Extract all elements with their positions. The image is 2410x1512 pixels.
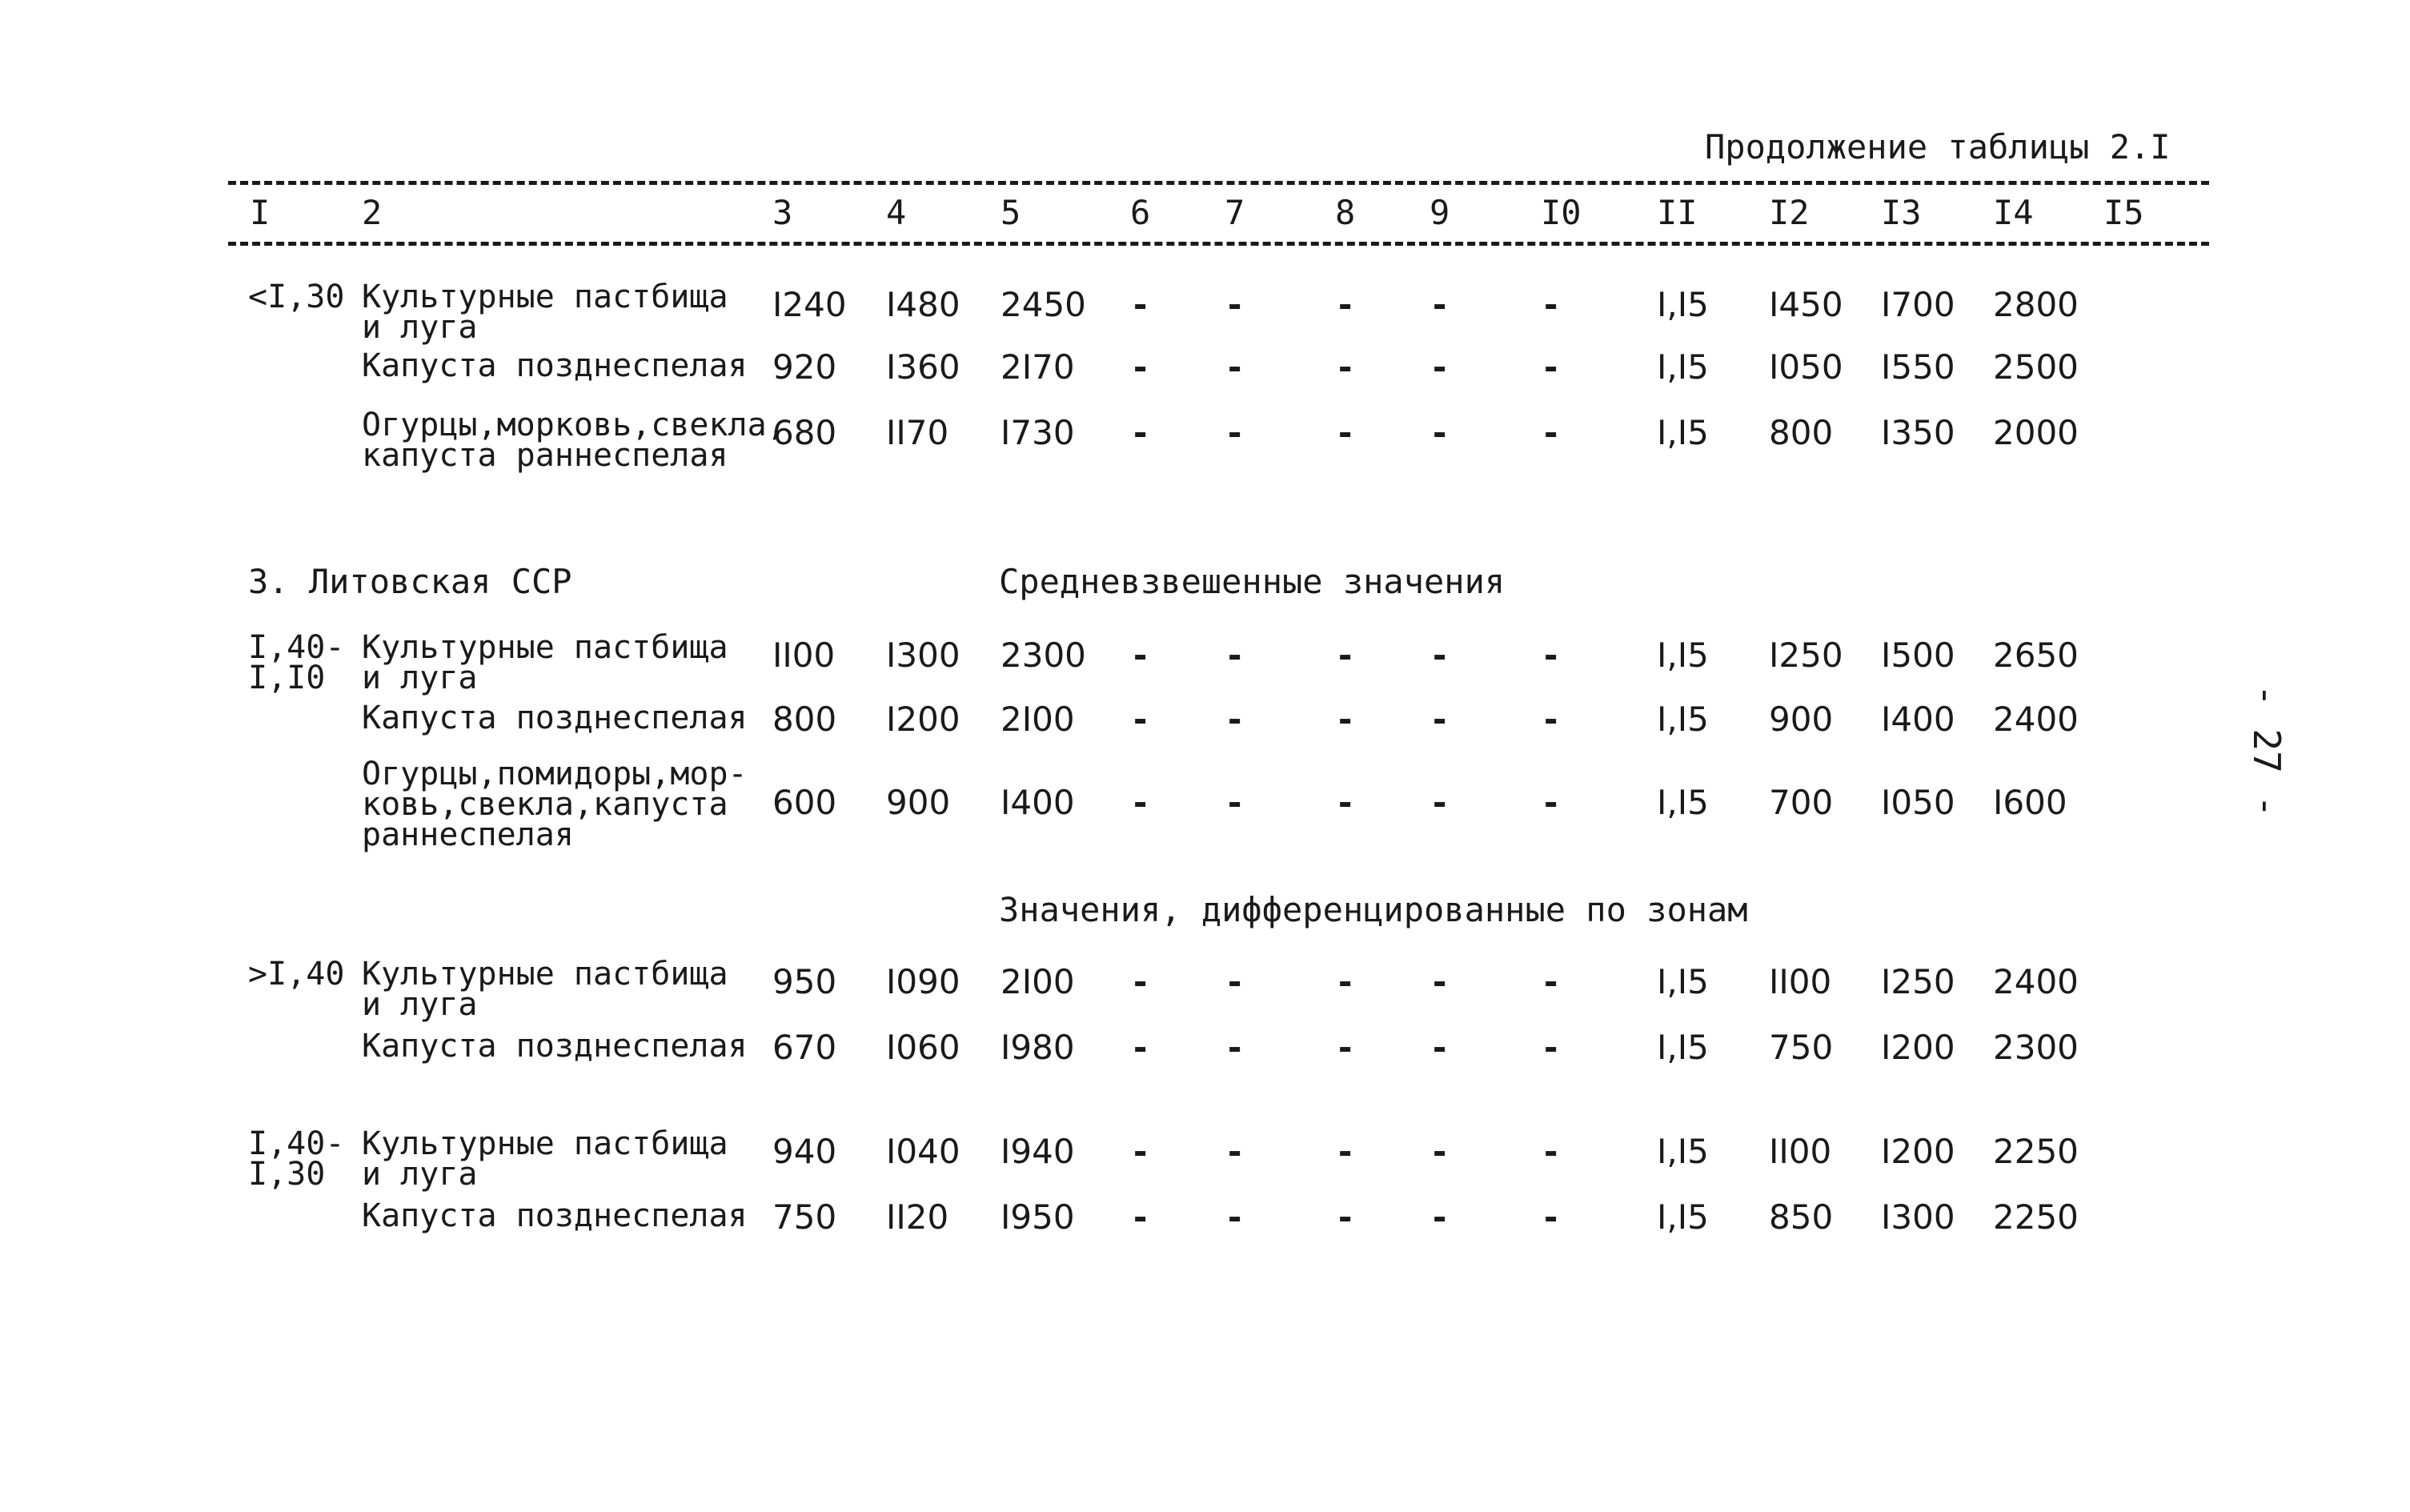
cell-value-col5: 2I70 [1000, 347, 1075, 387]
cell-value-col3: 950 [772, 962, 837, 1001]
column-header-15: I5 [2103, 193, 2144, 232]
cell-dash: - [1335, 413, 1356, 452]
cell-value-col4: I040 [886, 1132, 960, 1171]
cell-value-col5: 2I00 [1000, 700, 1075, 739]
cell-value-col11: I,I5 [1657, 413, 1709, 452]
cell-value-col14: 2250 [1993, 1197, 2079, 1237]
cell-value-col13: I250 [1881, 962, 1955, 1001]
cell-crop-name: Капуста позднеспелая [362, 1028, 748, 1065]
cell-dash: - [1130, 1197, 1151, 1237]
cell-dash: - [1225, 783, 1245, 822]
cell-value-col5: 2I00 [1000, 962, 1075, 1001]
cell-value-col11: I,I5 [1657, 783, 1709, 822]
cell-value-col3: 920 [772, 347, 837, 387]
cell-value-col4: I360 [886, 347, 960, 387]
cell-value-col13: I200 [1881, 1132, 1955, 1171]
table-caption: Продолжение таблицы 2.I [1705, 127, 2171, 166]
cell-dash: - [1225, 413, 1245, 452]
cell-value-col13: I300 [1881, 1197, 1955, 1237]
cell-value-col3: 940 [772, 1132, 837, 1171]
cell-coefficient: I,40- I,30 [248, 1125, 345, 1193]
cell-value-col14: 2650 [1993, 636, 2079, 675]
cell-dash: - [1225, 285, 1245, 324]
cell-dash: - [1225, 1197, 1245, 1237]
column-header-3: 3 [772, 193, 793, 232]
cell-crop-name: Капуста позднеспелая [362, 1197, 748, 1234]
cell-dash: - [1541, 700, 1562, 739]
cell-dash: - [1541, 1028, 1562, 1067]
cell-value-col12: I050 [1769, 347, 1843, 387]
cell-dash: - [1541, 347, 1562, 387]
cell-dash: - [1130, 962, 1151, 1001]
cell-value-col14: I600 [1993, 783, 2067, 822]
region-title: 3. Литовская ССР [248, 562, 572, 601]
cell-crop-name: Культурные пастбища и луга [362, 1125, 728, 1193]
cell-dash: - [1430, 1197, 1450, 1237]
cell-value-col12: 800 [1769, 413, 1834, 452]
cell-dash: - [1335, 1028, 1356, 1067]
cell-crop-name: Культурные пастбища и луга [362, 956, 728, 1023]
cell-value-col5: I980 [1000, 1028, 1075, 1067]
cell-dash: - [1335, 636, 1356, 675]
cell-value-col12: 850 [1769, 1197, 1834, 1237]
column-header-11: II [1657, 193, 1698, 232]
cell-value-col12: 700 [1769, 783, 1834, 822]
cell-dash: - [1430, 285, 1450, 324]
cell-value-col14: 2250 [1993, 1132, 2079, 1171]
column-header-13: I3 [1881, 193, 1922, 232]
cell-dash: - [1130, 413, 1151, 452]
cell-value-col13: I050 [1881, 783, 1955, 822]
column-header-12: I2 [1769, 193, 1810, 232]
header-top-rule [228, 181, 2209, 185]
cell-value-col5: I940 [1000, 1132, 1075, 1171]
cell-dash: - [1225, 1132, 1245, 1171]
cell-crop-name: Культурные пастбища и луга [362, 279, 728, 346]
cell-dash: - [1430, 1028, 1450, 1067]
cell-value-col4: II20 [886, 1197, 949, 1237]
cell-dash: - [1430, 413, 1450, 452]
section-title-zones: Значения, дифференцированные по зонам [999, 890, 1748, 929]
cell-crop-name: Огурцы,морковь,свекла, капуста раннеспелая [362, 407, 786, 474]
cell-value-col3: 680 [772, 413, 837, 452]
cell-value-col5: I730 [1000, 413, 1075, 452]
cell-dash: - [1430, 700, 1450, 739]
cell-dash: - [1541, 1132, 1562, 1171]
cell-value-col12: I450 [1769, 285, 1843, 324]
cell-dash: - [1225, 347, 1245, 387]
cell-value-col14: 2000 [1993, 413, 2079, 452]
cell-value-col11: I,I5 [1657, 285, 1709, 324]
cell-value-col4: I090 [886, 962, 960, 1001]
column-header-7: 7 [1225, 193, 1245, 232]
cell-dash: - [1130, 1028, 1151, 1067]
cell-value-col14: 2800 [1993, 285, 2079, 324]
cell-dash: - [1335, 700, 1356, 739]
cell-value-col12: I250 [1769, 636, 1843, 675]
column-header-5: 5 [1000, 193, 1021, 232]
cell-dash: - [1225, 700, 1245, 739]
cell-dash: - [1335, 347, 1356, 387]
section-title-weighted: Средневзвешенные значения [999, 562, 1506, 601]
cell-value-col11: I,I5 [1657, 636, 1709, 675]
cell-value-col5: I400 [1000, 783, 1075, 822]
cell-value-col11: I,I5 [1657, 1028, 1709, 1067]
cell-dash: - [1430, 347, 1450, 387]
cell-dash: - [1130, 700, 1151, 739]
cell-dash: - [1541, 1197, 1562, 1237]
cell-dash: - [1225, 962, 1245, 1001]
column-header-1: I [250, 193, 271, 232]
cell-value-col5: 2300 [1000, 636, 1086, 675]
cell-dash: - [1130, 783, 1151, 822]
cell-value-col4: I200 [886, 700, 960, 739]
cell-dash: - [1335, 1132, 1356, 1171]
cell-dash: - [1335, 1197, 1356, 1237]
column-header-4: 4 [886, 193, 907, 232]
cell-value-col13: I350 [1881, 413, 1955, 452]
cell-crop-name: Капуста позднеспелая [362, 700, 748, 736]
cell-value-col11: I,I5 [1657, 700, 1709, 739]
cell-value-col14: 2300 [1993, 1028, 2079, 1067]
cell-dash: - [1335, 783, 1356, 822]
cell-dash: - [1130, 285, 1151, 324]
page-number: - 27 - [2245, 684, 2288, 818]
column-header-14: I4 [1993, 193, 2034, 232]
cell-dash: - [1430, 1132, 1450, 1171]
cell-dash: - [1541, 636, 1562, 675]
cell-value-col3: 800 [772, 700, 837, 739]
column-header-8: 8 [1335, 193, 1356, 232]
cell-value-col4: I300 [886, 636, 960, 675]
cell-value-col4: II70 [886, 413, 949, 452]
cell-crop-name: Капуста позднеспелая [362, 347, 748, 384]
cell-crop-name: Культурные пастбища и луга [362, 629, 728, 696]
cell-value-col13: I500 [1881, 636, 1955, 675]
cell-value-col14: 2500 [1993, 347, 2079, 387]
cell-value-col11: I,I5 [1657, 1197, 1709, 1237]
cell-crop-name: Огурцы,помидоры,мор- ковь,свекла,капуста раннеспелая [362, 756, 748, 853]
cell-value-col12: 750 [1769, 1028, 1834, 1067]
cell-value-col4: 900 [886, 783, 951, 822]
cell-value-col5: 2450 [1000, 285, 1086, 324]
cell-dash: - [1541, 783, 1562, 822]
column-header-9: 9 [1430, 193, 1450, 232]
cell-dash: - [1225, 636, 1245, 675]
cell-value-col11: I,I5 [1657, 1132, 1709, 1171]
cell-value-col12: II00 [1769, 1132, 1832, 1171]
cell-value-col3: I240 [772, 285, 847, 324]
cell-value-col14: 2400 [1993, 962, 2079, 1001]
cell-value-col11: I,I5 [1657, 962, 1709, 1001]
cell-value-col4: I060 [886, 1028, 960, 1067]
cell-coefficient: >I,40 [248, 956, 345, 993]
cell-coefficient: <I,30 [248, 279, 345, 315]
cell-value-col3: 750 [772, 1197, 837, 1237]
cell-dash: - [1335, 285, 1356, 324]
cell-value-col4: I480 [886, 285, 960, 324]
cell-value-col12: II00 [1769, 962, 1832, 1001]
cell-dash: - [1225, 1028, 1245, 1067]
cell-value-col13: I400 [1881, 700, 1955, 739]
cell-value-col13: I200 [1881, 1028, 1955, 1067]
cell-value-col13: I700 [1881, 285, 1955, 324]
cell-dash: - [1541, 962, 1562, 1001]
cell-dash: - [1541, 413, 1562, 452]
cell-dash: - [1130, 347, 1151, 387]
cell-dash: - [1430, 962, 1450, 1001]
cell-dash: - [1430, 783, 1450, 822]
column-header-2: 2 [362, 193, 383, 232]
cell-value-col13: I550 [1881, 347, 1955, 387]
header-bottom-rule [228, 242, 2209, 246]
cell-dash: - [1335, 962, 1356, 1001]
cell-dash: - [1130, 636, 1151, 675]
cell-dash: - [1130, 1132, 1151, 1171]
cell-value-col11: I,I5 [1657, 347, 1709, 387]
cell-value-col3: II00 [772, 636, 836, 675]
cell-dash: - [1541, 285, 1562, 324]
column-header-6: 6 [1130, 193, 1151, 232]
cell-value-col14: 2400 [1993, 700, 2079, 739]
cell-value-col5: I950 [1000, 1197, 1075, 1237]
cell-value-col3: 600 [772, 783, 837, 822]
cell-coefficient: I,40- I,I0 [248, 629, 345, 696]
cell-value-col12: 900 [1769, 700, 1834, 739]
cell-dash: - [1430, 636, 1450, 675]
column-header-10: I0 [1541, 193, 1582, 232]
cell-value-col3: 670 [772, 1028, 837, 1067]
